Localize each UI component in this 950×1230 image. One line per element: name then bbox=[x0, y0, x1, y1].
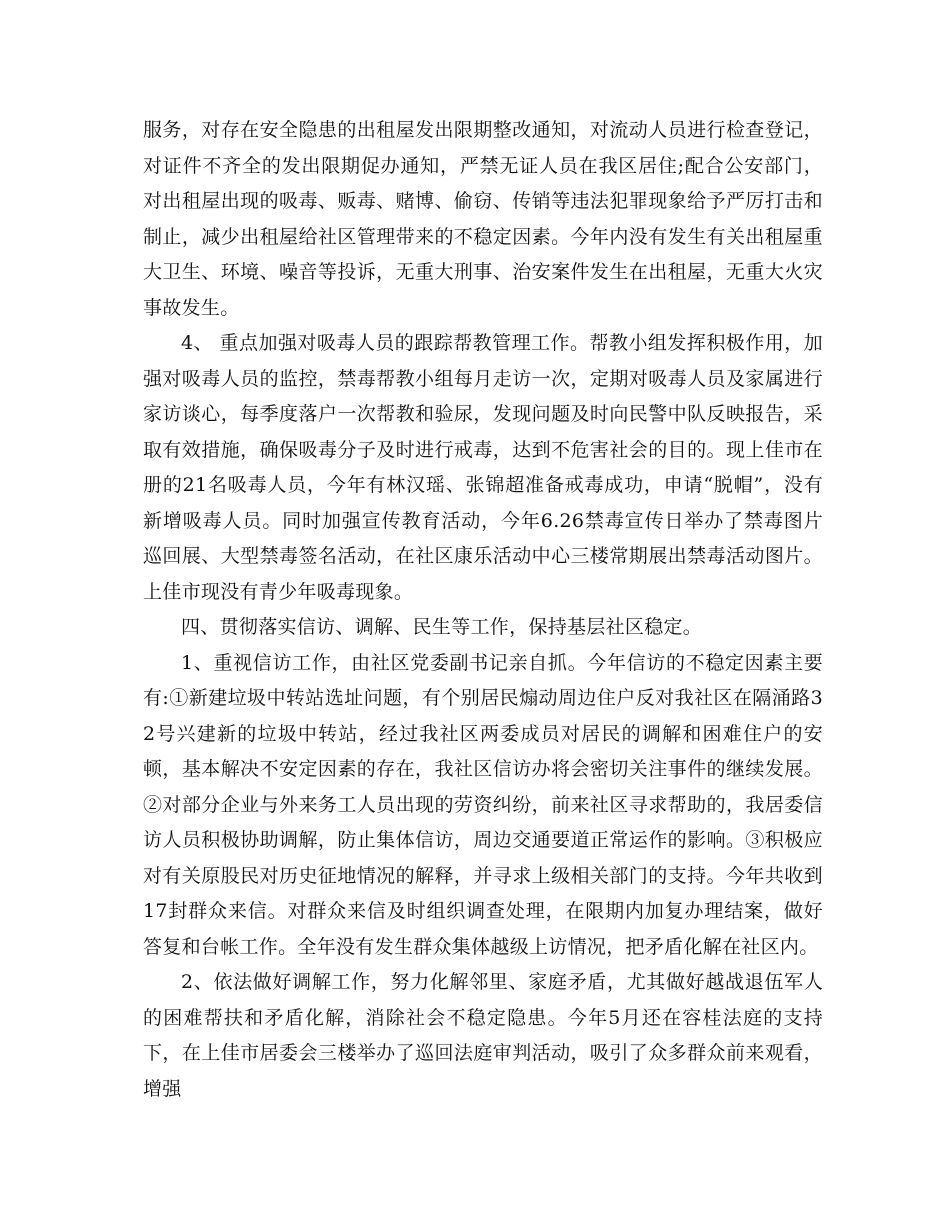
paragraph-mediation-work: 2、依法做好调解工作，努力化解邻里、家庭矛盾，尤其做好越战退伍军人的困难帮扶和矛盾化解，消除社会不稳定隐患。今年5月还在容桂法庭的支持下，在上佳市居委会三楼举办了巡回法庭审判活动，吸引了众多群众前来观看，增强 bbox=[143, 971, 823, 1100]
paragraph-petition-work: 1、重视信访工作，由社区党委副书记亲自抓。今年信访的不稳定因素主要有:①新建垃圾中转站选址问题，有个别居民煽动周边住户反对我社区在隔涌路32号兴建新的垃圾中转站，经过我社区两委成员对居民的调解和困难住户的安顿，基本解决不安定因素的存在，我社区信访办将会密切关注事件的继续发展。②对部分企业与外来务工人员出现的劳资纠纷，前来社区寻求帮助的，我居委信访人员积极协助调解，防止集体信访，周边交通要道正常运作的影响。③积极应对有关原股民对历史征地情况的解释，并寻求上级相关部门的支持。今年共收到17封群众来信。对群众来信及时组织调查处理，在限期内加复办理结案，做好答复和台帐工作。全年没有发生群众集体越级上访情况，把矛盾化解在社区内。 bbox=[143, 651, 823, 958]
paragraph-drug-user-supervision: 4、 重点加强对吸毒人员的跟踪帮教管理工作。帮教小组发挥积极作用，加强对吸毒人员的监控，禁毒帮教小组每月走访一次，定期对吸毒人员及家属进行家访谈心，每季度落户一次帮教和验尿，发现问题及时向民警中队反映报告，采取有效措施，确保吸毒分子及时进行戒毒，达到不危害社会的目的。现上佳市在册的21名吸毒人员，今年有林汉瑶、张锦超准备戒毒成功，申请“脱帽”，没有新增吸毒人员。同时加强宣传教育活动，今年6.26禁毒宣传日举办了禁毒图片巡回展、大型禁毒签名活动，在社区康乐活动中心三楼常期展出禁毒活动图片。上佳市现没有青少年吸毒现象。 bbox=[143, 332, 823, 603]
document-body bbox=[143, 113, 823, 1107]
paragraph-rental-management-continued: 服务，对存在安全隐患的出租屋发出限期整改通知，对流动人员进行检查登记，对证件不齐全的发出限期促办通知，严禁无证人员在我区居住;配合公安部门，对出租屋出现的吸毒、贩毒、赌博、偷窃、传销等违法犯罪现象给予严厉打击和制止，减少出租屋给社区管理带来的不稳定因素。今年内没有发生有关出租屋重大卫生、环境、噪音等投诉，无重大刑事、治安案件发生在出租屋，无重大火灾事故发生。 bbox=[143, 119, 823, 319]
section-heading-petition-mediation: 四、贯彻落实信访、调解、民生等工作，保持基层社区稳定。 bbox=[181, 616, 703, 638]
